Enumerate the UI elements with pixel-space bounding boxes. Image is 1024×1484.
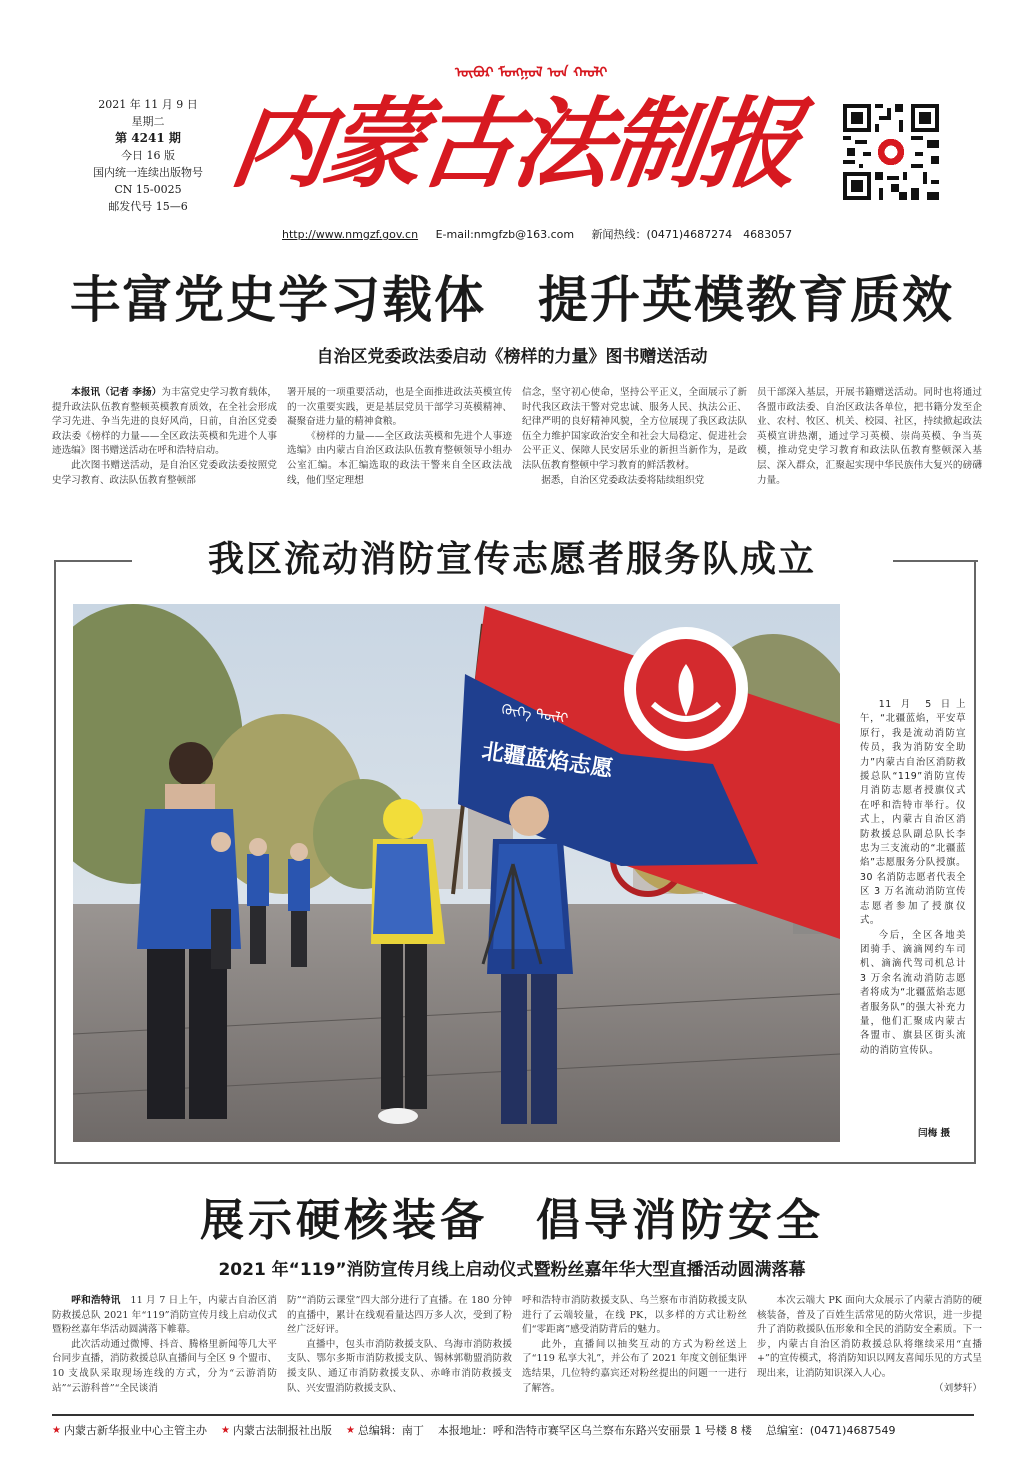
article-1-col-4 — [757, 386, 982, 506]
article-1-text: 为丰富党史学习教育载体，提升政法队伍教育整顿英模教育质效，在全社会形成学习先进、争当先进的良好风尚，日前，自治区党委政法委《榜样的力量——全区政法英模和先进个人事迹选编》图书赠送活动在呼和浩特启动。 — [52, 387, 277, 457]
news-photo — [73, 604, 840, 1142]
issue-weekday: 星期二 — [131, 115, 165, 128]
article-1-col-2 — [287, 386, 512, 506]
footer — [52, 1420, 982, 1440]
article-3-body — [52, 1294, 982, 1410]
article-3-col-4 — [757, 1294, 982, 1410]
website-link[interactable]: http://www.nmgzf.gov.cn — [282, 228, 419, 241]
footer-publisher: 内蒙古法制报社出版 — [232, 1424, 332, 1437]
article-1-col-1 — [52, 386, 277, 506]
star-icon: ★ — [345, 1424, 355, 1436]
article-3-text: 呼和浩特市消防救援支队、乌兰察布市消防救援支队进行了云端较量，在线 PK，以多样的方式让粉丝们“零距离”感受消防背后的魅力。 — [522, 1295, 747, 1336]
article-3-author: （刘梦轩） — [934, 1382, 982, 1394]
footer-item — [52, 1422, 207, 1438]
subheadline-3: 2021 年“119”消防宣传月线上启动仪式暨粉丝嘉年华大型直播活动圆满落幕 — [218, 1260, 806, 1280]
article-3-text: 本次云端大 PK 面向大众展示了内蒙古消防的硬核装备，普及了百姓生活常见的防火常识，进一步提升了消防救援队伍形象和全民的消防安全素质。下一步，内蒙古自治区消防救援总队将继续采用“直播+”的宣传模式，将消防知识以网友喜闻乐见的方式呈现出来，让消防知识深入人心。 — [757, 1295, 982, 1379]
headline-1: 丰富党史学习载体 提升英模教育质效 — [70, 270, 954, 329]
photo-caption — [860, 698, 966, 1058]
email-text: E-mail:nmgfzb@163.com — [435, 228, 575, 241]
subheadline-1: 自治区党委政法委启动《榜样的力量》图书赠送活动 — [316, 347, 708, 367]
article-1-text: 信念，坚守初心使命，坚持公平正义，全面展示了新时代我区政法干警对党忠诚、服务人民、执法公正、纪律严明的良好精神风貌，全方位展现了我区政法队伍全力维护国家政治安全和社会大局稳定、促进社会公平正义、保障人民安居乐业的新担当新作为，是政法队伍教育整顿中学习教育的鲜活教材。 — [522, 387, 747, 471]
star-icon: ★ — [52, 1424, 61, 1436]
issue-pages: 今日 16 版 — [121, 149, 175, 162]
article-3-col-1 — [52, 1294, 277, 1410]
article-3-text: 防”“消防云课堂”四大部分进行了直播。在 180 分钟的直播中，累计在线观看量达四万多人次，受到了粉丝广泛好评。 — [287, 1295, 512, 1336]
headline-2: 我区流动消防宣传志愿者服务队成立 — [207, 538, 816, 580]
newspaper-logo: 内蒙古法制报 — [223, 87, 805, 202]
article-1-text: 据悉，自治区党委政法委将陆续组织党 — [541, 474, 705, 486]
article-3-text: 此次活动通过微博、抖音、腾格里新闻等几大平台同步直播，消防救援总队直播间与全区 9 个盟市、10 支战队采取现场连线的方式，分为“云游消防站”“云游科普”“全民谈消 — [52, 1338, 277, 1394]
reporter-1: （记者 李扬） — [100, 387, 162, 398]
article-3-col-2 — [287, 1294, 512, 1410]
postal-code: 邮发代号 15—6 — [108, 200, 188, 213]
masthead — [0, 0, 1024, 255]
article-1-body — [52, 386, 982, 506]
article-3-text: 直播中，包头市消防救援支队、乌海市消防救援支队、鄂尔多斯市消防救援支队、锡林郭勒盟消防救援支队、通辽市消防救援支队、赤峰市消防救援支队、兴安盟消防救援支队、 — [287, 1338, 512, 1394]
byline-1: 本报讯 — [71, 387, 101, 398]
star-icon: ★ — [220, 1424, 230, 1436]
article-3-col-3 — [522, 1294, 747, 1410]
qr-code — [843, 104, 939, 200]
issue-number: 第 4241 期 — [115, 131, 181, 145]
photo-credit: 闫梅 摄 — [918, 1128, 951, 1139]
flag-mongolian-text: ᠬᠦᠬᠡ ᠳᠥᠯᠢ — [500, 702, 570, 728]
footer-address: 本报地址：呼和浩特市赛罕区乌兰察布东路兴安丽景 1 号楼 8 楼 — [437, 1424, 752, 1437]
footer-item — [221, 1422, 332, 1438]
footer-editor: 总编辑：南丁 — [357, 1424, 424, 1437]
article-1-text: 员干部深入基层，开展书籍赠送活动。同时也将通过各盟市政法委、自治区政法各单位，把书籍分发至企业、农村、牧区、机关、校园、社区，持续掀起政法英模宣讲热潮，通过学习英模、崇尚英模、争当英模，推动党史学习教育和政法队伍教育整顿深入基层、深入群众，汇聚起实现中华民族伟大复兴的磅礴力量。 — [757, 387, 982, 486]
article-1-text: 此次图书赠送活动，是自治区党委政法委按照党史学习教育、政法队伍教育整顿部 — [52, 459, 277, 486]
footer-sponsor: 内蒙古新华报业中心主管主办 — [63, 1424, 207, 1437]
issue-date: 2021 年 11 月 9 日 — [98, 98, 198, 111]
caption-text: 今后，全区各地美团骑手、滴滴网约车司机、滴滴代驾司机总计 3 万余名流动消防志愿者将成为“北疆蓝焰志愿者服务队”的强大补充力量，他们汇聚成内蒙古各盟市、旗县区街头流动的消防宣传队。 — [860, 929, 966, 1056]
issue-info — [78, 96, 218, 215]
footer-office: 总编室：(0471)4687549 — [765, 1424, 896, 1437]
article-1-col-3 — [522, 386, 747, 506]
caption-text: 11 月 5 日上午，“北疆蓝焰，平安草原行，我是流动消防宣传员，我为消防安全助力”内蒙古自治区消防救援总队“119”消防宣传月消防志愿者授旗仪式在呼和浩特市举行。仪式上，内蒙古自治区消防救援总队副总队长李忠为三支流动的“北疆蓝焰”志愿服务分队授旗。30 名消防志愿者代表全区 3 万名流动消防宣传志愿者参加了授旗仪式。 — [860, 699, 966, 927]
hotline-text: 新闻热线：(0471)4687274 4683057 — [591, 228, 793, 241]
mongolian-title: ᠥᠪᠦᠷ ᠮᠣᠩᠭᠣᠯ ᠤᠨ ᠬᠠᠤᠯᠢ — [455, 65, 608, 81]
flag-banner-text: 北疆蓝焰志愿 — [480, 739, 615, 783]
cn-number: CN 15-0025 — [114, 183, 182, 196]
article-1-text: 《榜样的力量——全区政法英模和先进个人事迹选编》由内蒙古自治区政法队伍教育整顿领导小组办公室汇编。本汇编选取的政法干警来自全区政法战线，他们坚定理想 — [287, 430, 512, 486]
article-3-text: 此外，直播间以抽奖互动的方式为粉丝送上了“119 私享大礼”，并公布了 2021 年度文创征集评选结果，几位特约嘉宾还对粉丝提出的问题一一进行了解答。 — [522, 1338, 747, 1394]
footer-rule — [52, 1414, 974, 1416]
byline-3: 呼和浩特讯 — [71, 1295, 121, 1306]
article-1-text: 署开展的一项重要活动，也是全面推进政法英模宣传的一次重要实践，更是基层党员干部学习英模精神、凝聚奋进力量的精神食粮。 — [287, 387, 512, 428]
contact-line — [282, 226, 806, 242]
serial-label: 国内统一连续出版物号 — [93, 166, 203, 179]
article-3-text: 11 月 7 日上午，内蒙古自治区消防救援总队 2021 年“119”消防宣传月线上启动仪式暨粉丝嘉年华活动圆满落下帷幕。 — [52, 1295, 277, 1336]
footer-item — [346, 1422, 424, 1438]
headline-3: 展示硬核装备 倡导消防安全 — [200, 1195, 824, 1246]
